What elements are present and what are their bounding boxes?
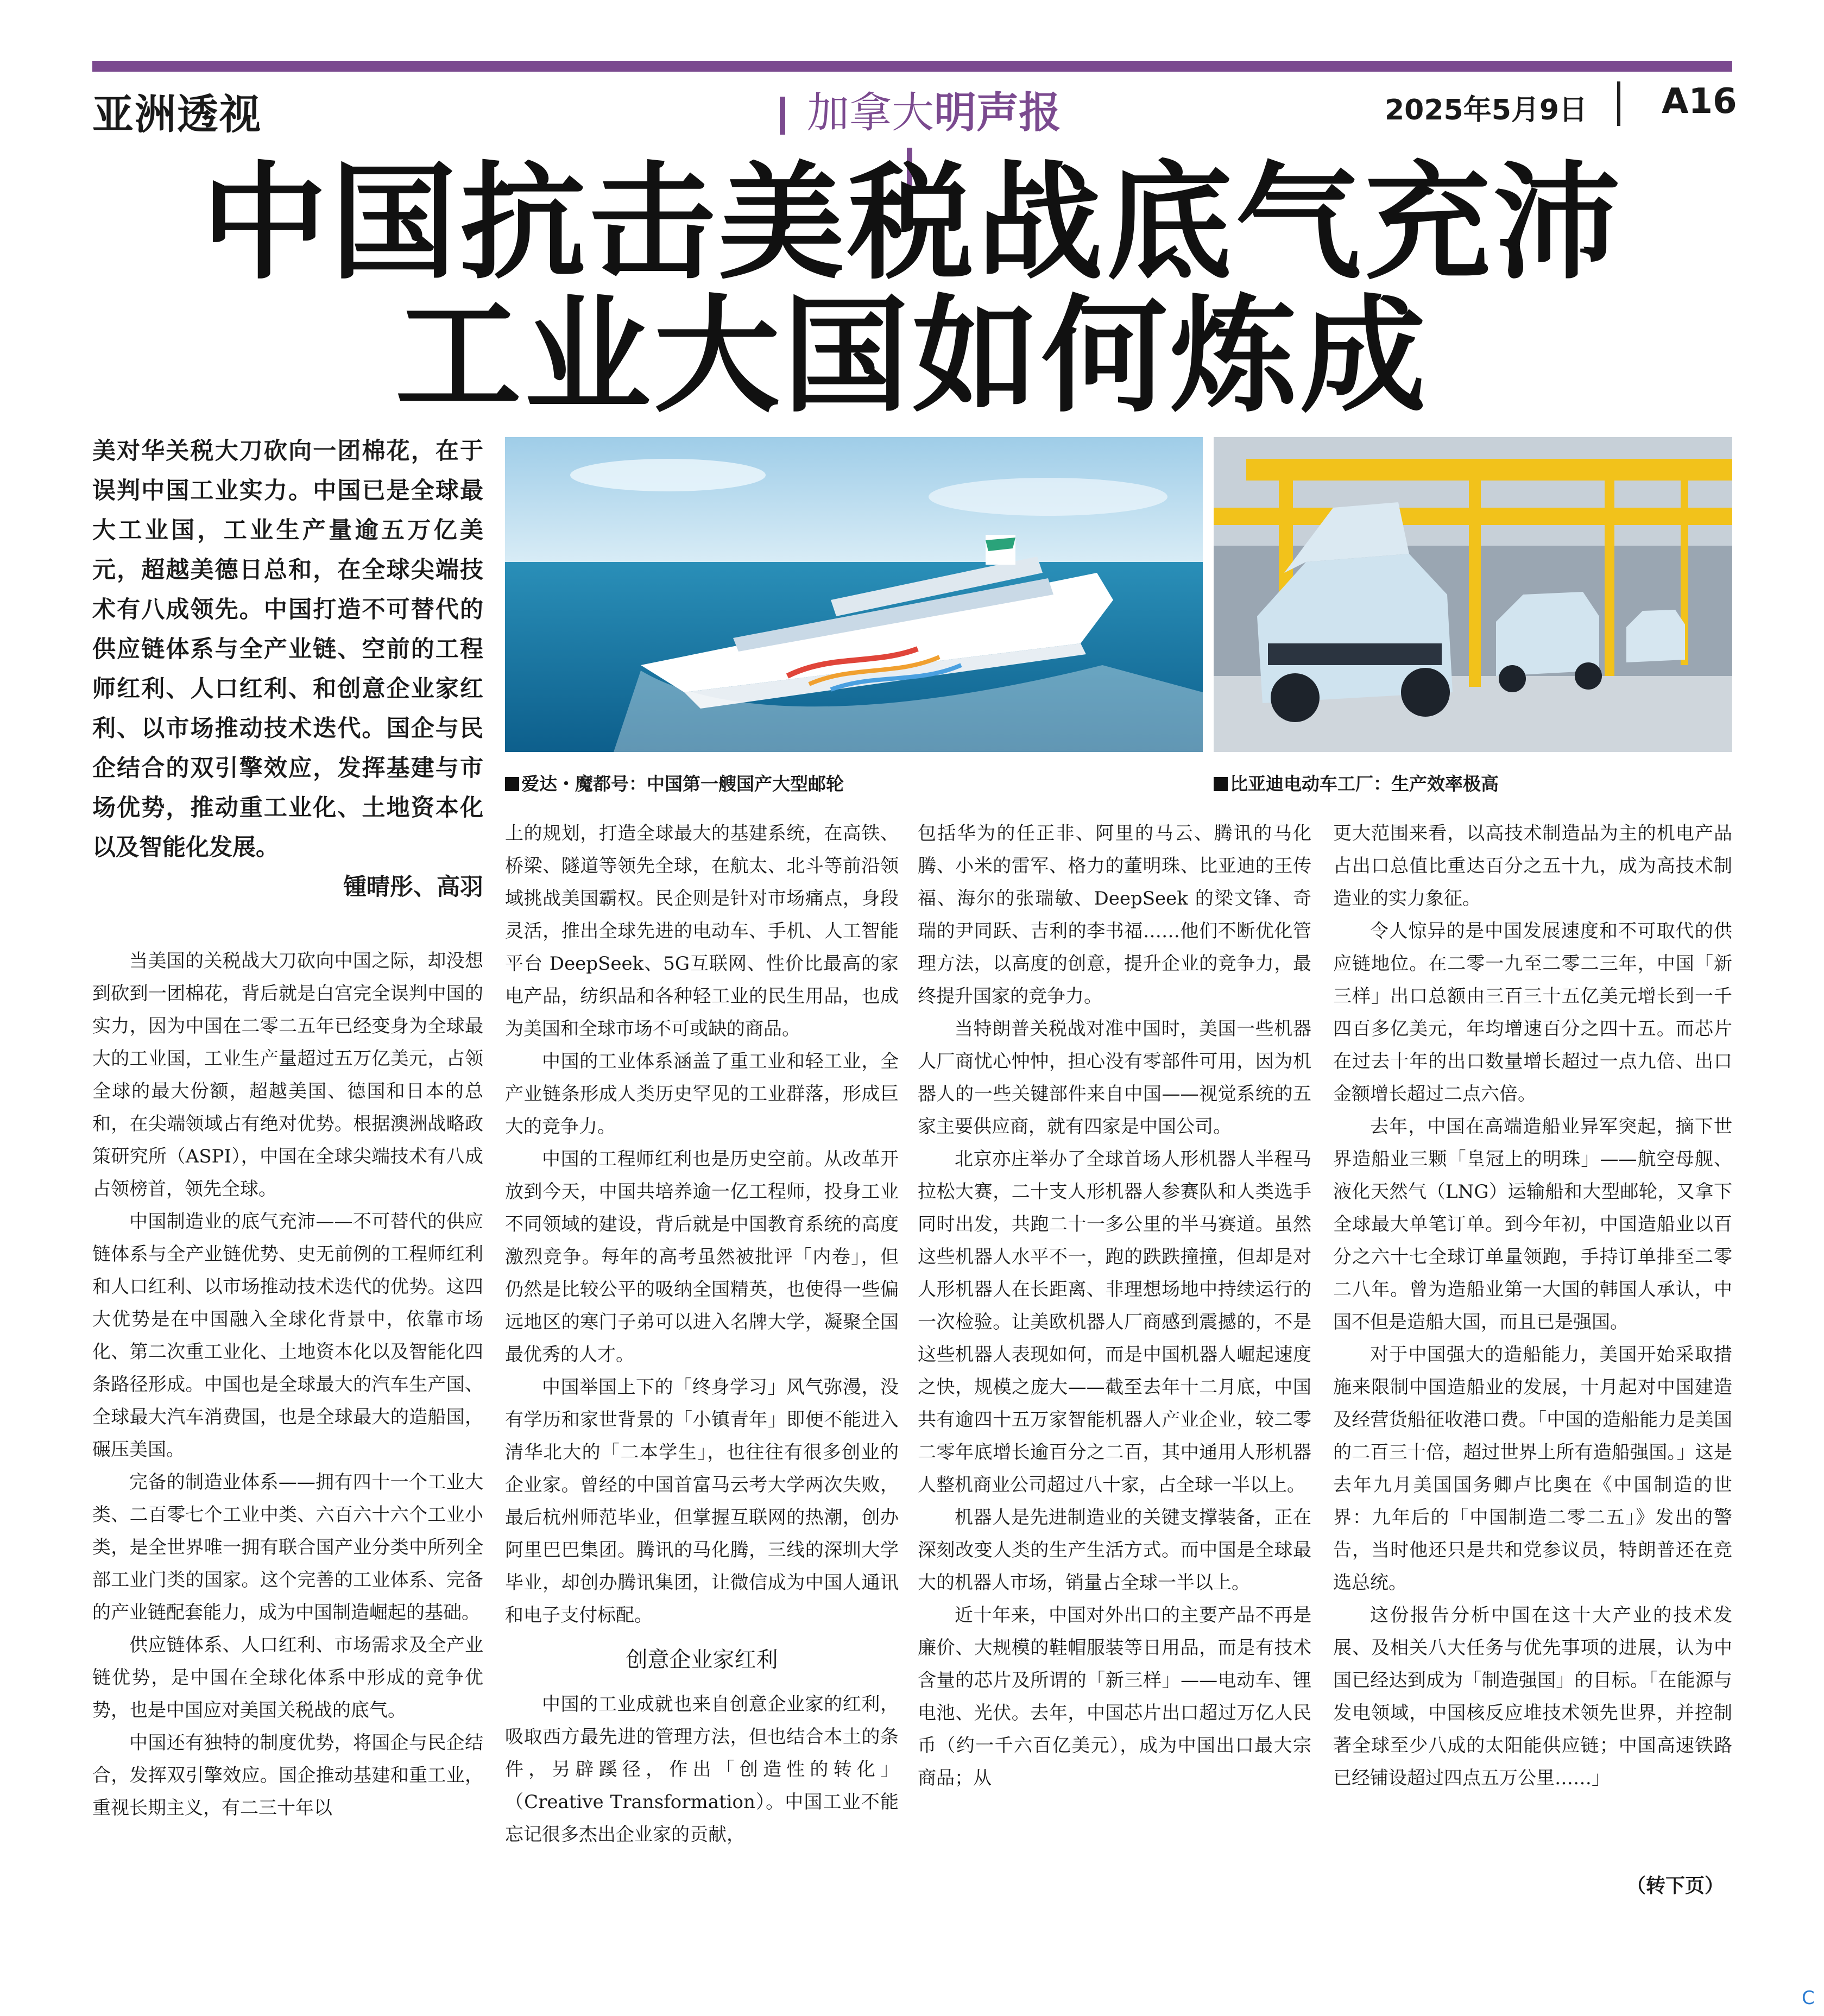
article-column-3 bbox=[918, 817, 1311, 1794]
factory-caption bbox=[1214, 770, 1499, 795]
lead-text: 美对华关税大刀砍向一团棉花，在于误判中国工业实力。中国已是全球最大工业国，工业生产量逾五万亿美元，超越美德日总和，在全球尖端技术有八成领先。中国打造不可替代的供应链体系与全产业链、空前的工程师红利、人口红利、和创意企业家红利、以市场推动技术迭代。国企与民企结合的双引擎效应，发挥基建与市场优势，推动重工业化、土地资本化以及智能化发展。 bbox=[92, 438, 483, 861]
subheading: 创意企业家红利 bbox=[626, 1647, 778, 1672]
section-title: 亚洲透视 bbox=[92, 90, 262, 138]
masthead-name: 明声报 bbox=[934, 89, 1062, 137]
paragraph: 令人惊异的是中国发展速度和不可取代的供应链地位。在二零一九至二零二三年，中国「新三样」出口总额由三百三十五亿美元增长到一千四百多亿美元，年均增速百分之四十五。而芯片在过去十年的出口数量增长超过一点九倍、出口金额增长超过二点六倍。 bbox=[1333, 920, 1732, 1105]
paragraph: 供应链体系、人口红利、市场需求及全产业链优势，是中国在全球化体系中形成的竞争优势，也是中国应对美国关税战的底气。 bbox=[92, 1634, 483, 1721]
page-number: A16 bbox=[1662, 81, 1737, 122]
lead-summary bbox=[92, 432, 483, 907]
paragraph: 近十年来，中国对外出口的主要产品不再是廉价、大规模的鞋帽服装等日用品，而是有技术含量的芯片及所谓的「新三样」——电动车、锂电池、光伏。去年，中国芯片出口超过万亿人民币（约一千六百亿美元），成为中国出口最大宗商品；从 bbox=[918, 1604, 1311, 1789]
masthead-region: 加拿大 bbox=[806, 89, 934, 137]
ship-caption-text: 爱达・魔都号：中国第一艘国产大型邮轮 bbox=[521, 773, 844, 794]
masthead-divider bbox=[780, 97, 785, 135]
caption-square-icon bbox=[505, 777, 519, 791]
continued-note: （转下页） bbox=[1626, 1875, 1725, 1897]
paragraph: 当特朗普关税战对准中国时，美国一些机器人厂商忧心忡忡，担心没有零部件可用，因为机器人的一些关键部件来自中国——视觉系统的五家主要供应商，就有四家是中国公司。 bbox=[918, 1018, 1311, 1137]
author-byline: 锺晴彤、高羽 bbox=[343, 874, 483, 901]
paragraph: 中国还有独特的制度优势，将国企与民企结合，发挥双引擎效应。国企推动基建和重工业，重视长期主义，有二三十年以 bbox=[92, 1732, 483, 1819]
issue-date: 2025年5月9日 bbox=[1385, 94, 1588, 127]
paragraph: 北京亦庄举办了全球首场人形机器人半程马拉松大赛，二十支人形机器人参赛队和人类选手同时出发，共跑二十一多公里的半马赛道。虽然这些机器人水平不一，跑的跌跌撞撞，但却是对人形机器人在长距离、非理想场地中持续运行的一次检验。让美欧机器人厂商感到震撼的，不是这些机器人表现如何，而是中国机器人崛起速度之快，规模之庞大——截至去年十二月底，中国共有逾四十五万家智能机器人产业企业，较二零二零年底增长逾百分之二百，其中通用人形机器人整机商业公司超过八十家，占全球一半以上。 bbox=[918, 1148, 1311, 1496]
caption-square-icon bbox=[1214, 777, 1228, 791]
factory-photo bbox=[1214, 437, 1732, 752]
paragraph: 中国的工业体系涵盖了重工业和轻工业，全产业链条形成人类历史罕见的工业群落，形成巨大的竞争力。 bbox=[505, 1051, 899, 1137]
headline-line-2: 工业大国如何炼成 bbox=[395, 283, 1429, 429]
ship-caption bbox=[505, 770, 844, 795]
article-column-4 bbox=[1333, 817, 1732, 1794]
paragraph: 中国的工业成就也来自创意企业家的红利，吸取西方最先进的管理方法，但也结合本土的条件，另辟蹊径，作出「创造性的转化」（Creative Transformation）。中国工业不能忘记很多杰出企业家的贡献， bbox=[505, 1693, 899, 1846]
corner-mark: C bbox=[1802, 1987, 1815, 2009]
article-column-1 bbox=[92, 945, 483, 1824]
paragraph: 完备的制造业体系——拥有四十一个工业大类、二百零七个工业中类、六百六十六个工业小类，是全世界唯一拥有联合国产业分类中所列全部工业门类的国家。这个完善的工业体系、完备的产业链配套能力，成为中国制造崛起的基础。 bbox=[92, 1471, 483, 1623]
paragraph: 上的规划，打造全球最大的基建系统，在高铁、桥梁、隧道等领先全球，在航太、北斗等前沿领域挑战美国霸权。民企则是针对市场痛点，身段灵活，推出全球先进的电动车、手机、人工智能平台 DeepSeek、5G互联网、性价比最高的家电产品，纺织品和各种轻工业的民生用品，也成为美国和全球市场不可或缺的商品。 bbox=[505, 823, 899, 1040]
paragraph: 更大范围来看，以高技术制造品为主的机电产品占出口总值比重达百分之五十九，成为高技术制造业的实力象征。 bbox=[1333, 823, 1732, 909]
top-accent-bar bbox=[92, 61, 1732, 72]
paragraph: 包括华为的任正非、阿里的马云、腾讯的马化腾、小米的雷军、格力的董明珠、比亚迪的王传福、海尔的张瑞敏、DeepSeek 的梁文锋、奇瑞的尹同跃、吉利的李书福……他们不断优化管理方法，以高度的创意，提升企业的竞争力，最终提升国家的竞争力。 bbox=[918, 823, 1311, 1007]
paragraph: 中国的工程师红利也是历史空前。从改革开放到今天，中国共培养逾一亿工程师，投身工业不同领域的建设，背后就是中国教育系统的高度激烈竞争。每年的高考虽然被批评「内卷」，但仍然是比较公平的吸纳全国精英，也使得一些偏远地区的寒门子弟可以进入名牌大学，凝聚全国最优秀的人才。 bbox=[505, 1148, 899, 1366]
paragraph: 去年，中国在高端造船业异军突起，摘下世界造船业三颗「皇冠上的明珠」——航空母舰、液化天然气（LNG）运输船和大型邮轮，又拿下全球最大单笔订单。到今年初，中国造船业以百分之六十七全球订单量领跑，手持订单排至二零二八年。曾为造船业第一大国的韩国人承认，中国不但是造船大国，而且已是强国。 bbox=[1333, 1116, 1732, 1333]
ev-factory-image bbox=[1214, 437, 1732, 752]
article-column-2 bbox=[505, 817, 899, 1851]
headline-line-1: 中国抗击美税战底气充沛 bbox=[201, 150, 1623, 296]
paragraph: 中国制造业的底气充沛——不可替代的供应链体系与全产业链优势、史无前例的工程师红利和人口红利、以市场推动技术迭代的优势。这四大优势是在中国融入全球化背景中，依靠市场化、第二次重工业化、土地资本化以及智能化四条路径形成。中国也是全球最大的汽车生产国、全球最大汽车消费国，也是全球最大的造船国，碾压美国。 bbox=[92, 1211, 483, 1461]
paragraph: 机器人是先进制造业的关键支撑装备，正在深刻改变人类的生产生活方式。而中国是全球最大的机器人市场，销量占全球一半以上。 bbox=[918, 1507, 1311, 1594]
header-divider bbox=[1617, 81, 1620, 126]
factory-caption-text: 比亚迪电动车工厂：生产效率极高 bbox=[1230, 773, 1499, 794]
cruise-ship-photo bbox=[505, 437, 1203, 752]
paragraph: 中国举国上下的「终身学习」风气弥漫，没有学历和家世背景的「小镇青年」即便不能进入清华北大的「二本学生」，也往往有很多创业的企业家。曾经的中国首富马云考大学两次失败，最后杭州师范毕业，但掌握互联网的热潮，创办阿里巴巴集团。腾讯的马化腾，三线的深圳大学毕业，却创办腾讯集团，让微信成为中国人通讯和电子支付标配。 bbox=[505, 1376, 899, 1626]
paragraph: 当美国的关税战大刀砍向中国之际，却没想到砍到一团棉花，背后就是白宫完全误判中国的实力，因为中国在二零二五年已经变身为全球最大的工业国，工业生产量超过五万亿美元，占领全球的最大份额，超越美国、德国和日本的总和，在尖端领域占有绝对优势。根据澳洲战略政策研究所（ASPI），中国在全球尖端技术有八成占领榜首，领先全球。 bbox=[92, 950, 483, 1200]
paragraph: 对于中国强大的造船能力，美国开始采取措施来限制中国造船业的发展，十月起对中国建造及经营货船征收港口费。「中国的造船能力是美国的二百三十倍，超过世界上所有造船强国。」这是去年九月美国国务卿卢比奥在《中国制造的世界：九年后的「中国制造二零二五」》发出的警告，当时他还只是共和党参议员，特朗普还在竞选总统。 bbox=[1333, 1344, 1732, 1594]
cruise-ship-image bbox=[505, 437, 1203, 752]
paragraph: 这份报告分析中国在这十大产业的技术发展、及相关八大任务与优先事项的进展，认为中国已经达到成为「制造强国」的目标。「在能源与发电领域，中国核反应堆技术领先世界，并控制著全球至少八成的太阳能供应链；中国高速铁路已经铺设超过四点五万公里……」 bbox=[1333, 1604, 1732, 1789]
